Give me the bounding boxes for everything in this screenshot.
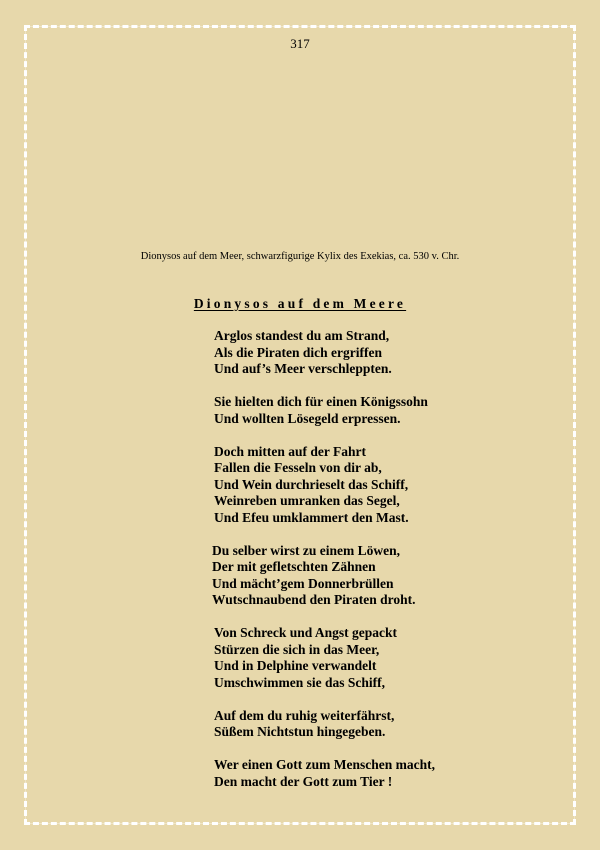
poem-line: Den macht der Gott zum Tier ! [214,773,393,789]
poem-line: Auf dem du ruhig weiterfährst, [214,707,395,723]
poem-line: Wer einen Gott zum Menschen macht, [214,757,435,772]
poem-line: Als die Piraten dich ergriffen [214,344,382,360]
image-caption: Dionysos auf dem Meer, schwarzfigurige Kylix des Exekias, ca. 530 v. Chr. [140,251,460,262]
poem-title: Dionysos auf dem Meere [193,296,407,311]
poem-line: Sie hielten dich für einen Königssohn [214,394,428,409]
poem-line: Süßem Nichtstun hingegeben. [214,724,386,739]
poem-line: Der mit gefletschten Zähnen [212,559,376,574]
poem-line: Und mächt’gem Donnerbrüllen [212,575,394,591]
poem-line: Doch mitten auf der Fahrt [214,443,366,459]
poem-line: Arglos standest du am Strand, [214,328,390,343]
page-number: 317 [290,36,310,51]
poem-body [214,328,554,807]
poem-line: Und wollten Lösegeld erpressen. [214,410,401,426]
stanza [214,394,554,427]
poem-line: Und in Delphine verwandelt [214,658,377,673]
stanza [214,708,554,741]
poem-line: Umschwimmen sie das Schiff, [214,674,385,690]
stanza [212,543,554,609]
poem-line: Du selber wirst zu einem Löwen, [212,542,400,558]
poem-line: Und auf’s Meer verschleppten. [214,361,392,376]
poem-line: Weinreben umranken das Segel, [214,493,400,508]
stanza [214,757,554,790]
stanza [214,625,554,691]
poem-line: Von Schreck und Angst gepackt [214,625,398,640]
stanza [214,444,554,527]
poem-line: Und Efeu umklammert den Mast. [214,509,409,525]
stanza [214,328,554,378]
poem-line: Wutschnaubend den Piraten droht. [212,592,416,607]
poem-line: Fallen die Fesseln von dir ab, [214,460,382,475]
poem-line: Und Wein durchrieselt das Schiff, [214,476,409,492]
poem-line: Stürzen die sich in das Meer, [214,641,380,657]
